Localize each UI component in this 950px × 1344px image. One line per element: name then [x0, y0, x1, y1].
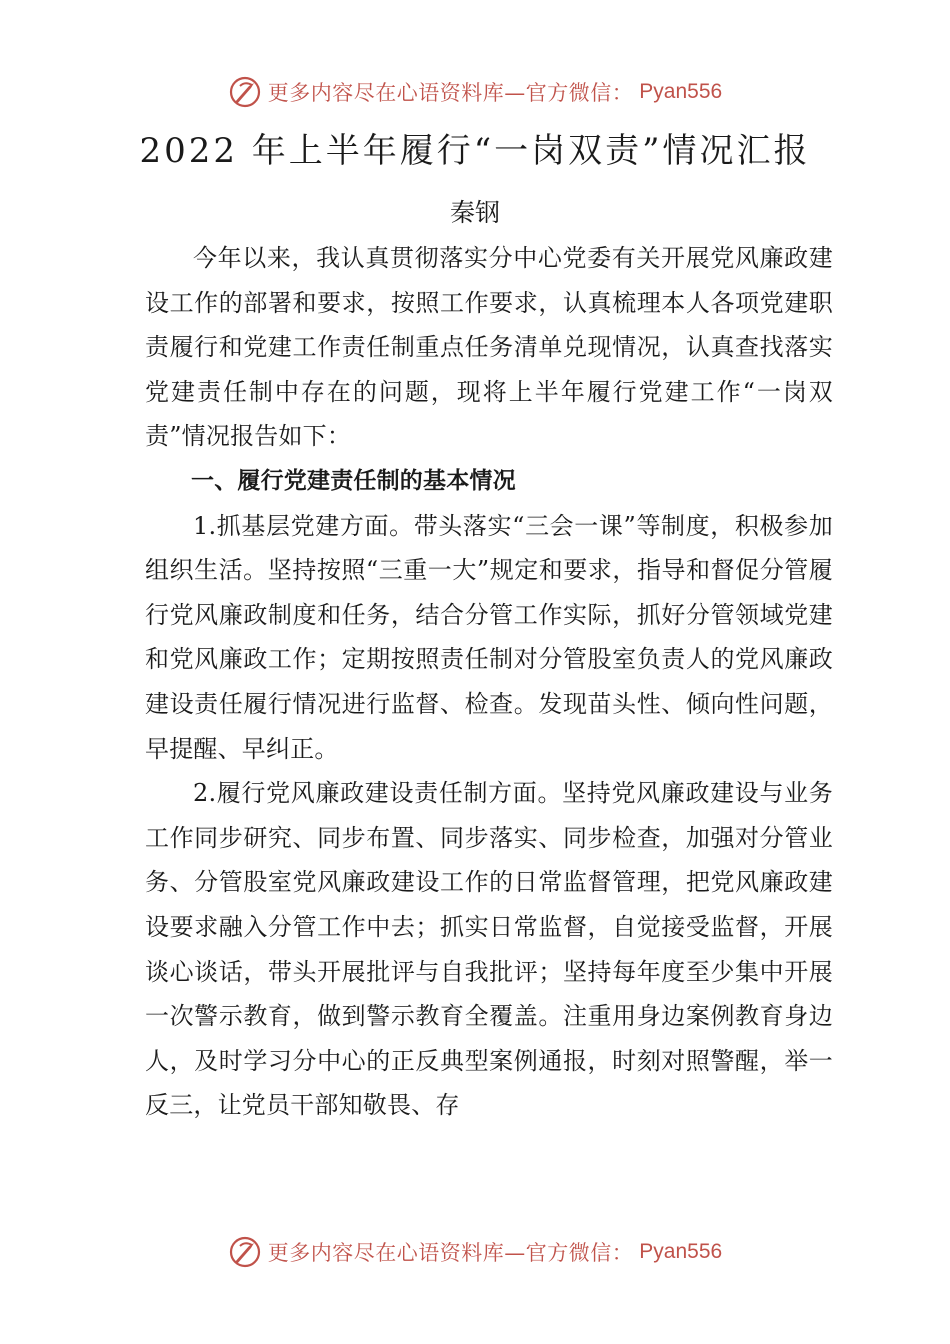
- list-item: 1.抓基层党建方面。带头落实“三会一课”等制度，积极参加组织生活。坚持按照“三重一大”规定和要求，指导和督促分管履行党风廉政制度和任务，结合分管工作实际，抓好分管领域党建和党风廉政工作；定期按照责任制对分管股室负责人的党风廉政建设责任履行情况进行监督、检查。发现苗头性、倾向性问题，早提醒、早纠正。: [145, 511, 833, 763]
- pen-nib-logo-icon: [228, 1235, 262, 1269]
- intro-paragraph: 今年以来，我认真贯彻落实分中心党委有关开展党风廉政建设工作的部署和要求，按照工作要求，认真梳理本人各项党建职责履行和党建工作责任制重点任务清单兑现情况，认真查找落实党建责任制中存在的问题，现将上半年履行党建工作“一岗双责”情况报告如下：: [145, 244, 833, 451]
- document-author: 秦钢: [449, 198, 500, 227]
- wechat-id: Pyan556: [639, 1240, 723, 1263]
- banner-text: 更多内容尽在心语资料库—官方微信：: [267, 81, 634, 105]
- document-body: [145, 236, 833, 1128]
- banner-text: 更多内容尽在心语资料库—官方微信：: [267, 1241, 634, 1265]
- footer-banner: [0, 1232, 950, 1272]
- pen-nib-logo-icon: [228, 75, 262, 109]
- header-banner: [0, 72, 950, 112]
- document-title: 2022 年上半年履行“一岗双责”情况汇报: [139, 131, 811, 171]
- wechat-id: Pyan556: [639, 80, 723, 103]
- list-item: 2.履行党风廉政建设责任制方面。坚持党风廉政建设与业务工作同步研究、同步布置、同步落实、同步检查，加强对分管业务、分管股室党风廉政建设工作的日常监督管理，把党风廉政建设要求融入分管工作中去；抓实日常监督，自觉接受监督，开展谈心谈话，带头开展批评与自我批评；坚持每年度至少集中开展一次警示教育，做到警示教育全覆盖。注重用身边案例教育身边人，及时学习分中心的正反典型案例通报，时刻对照警醒，举一反三，让党员干部知敬畏、存: [145, 779, 833, 1120]
- section-heading: 一、履行党建责任制的基本情况: [191, 467, 516, 494]
